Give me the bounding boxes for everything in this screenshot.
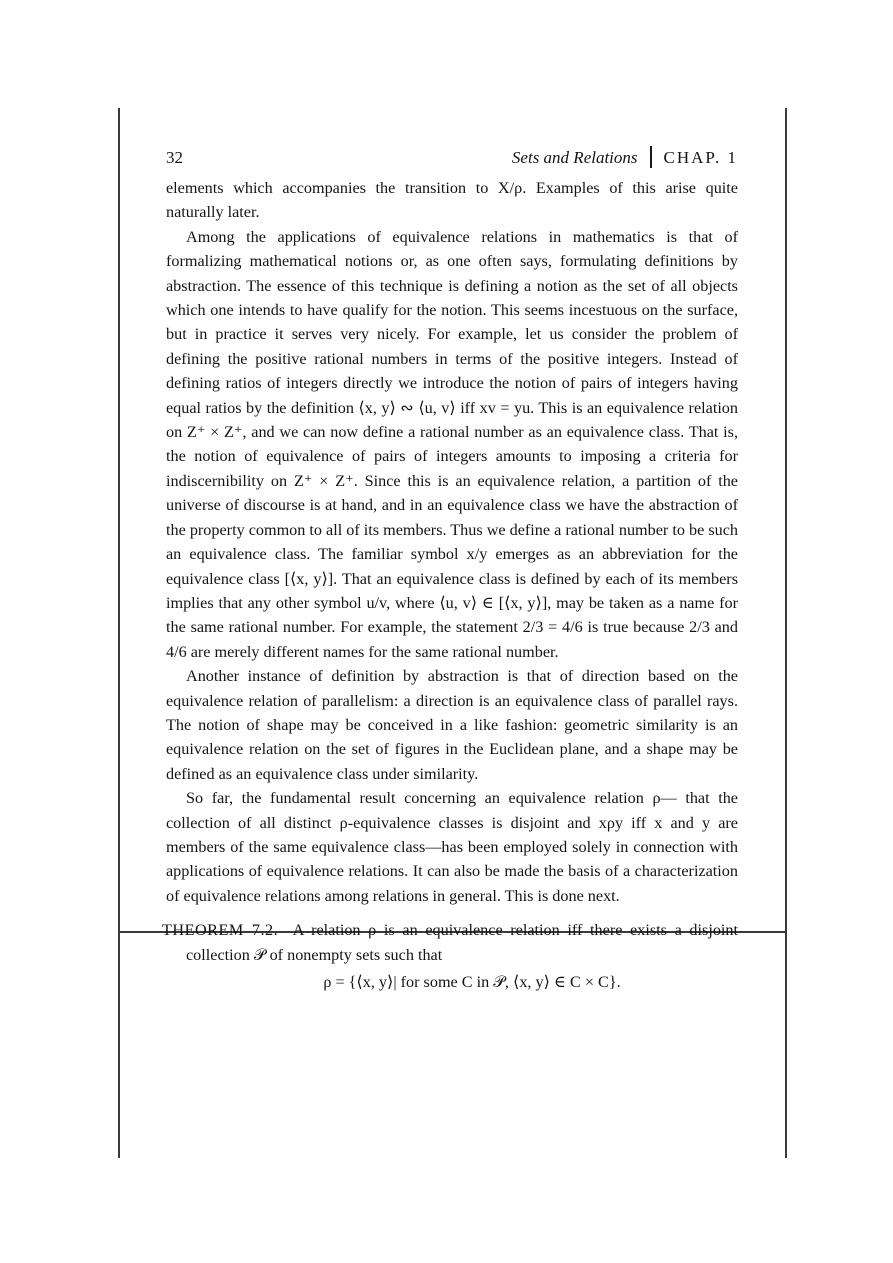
paragraph-fundamental-result: So far, the fundamental result concerning an equivalence relation ρ— that the collection of all distinct ρ-equivalence classes is disjoint and xρy iff x and y are members of the same equivalence class—has been employed solely in connection with applications of equivalence relations. It can also be made the basis of a characterization of equivalence relations among relations in general. This is done next. <box>166 789 738 905</box>
chapter-label: CHAP. 1 <box>663 148 738 167</box>
paragraph-continuation: elements which accompanies the transition to X/ρ. Examples of this arise quite naturally later. <box>166 179 738 222</box>
page-number: 32 <box>166 148 183 167</box>
paragraph-direction-shape: Another instance of definition by abstraction is that of direction based on the equivalence relation of parallelism: a direction is an equivalence class of parallel rays. The notion of shape may be conceived in a like fashion: geometric similarity is an equivalence relation on the set of figures in the Euclidean plane, and a shape may be defined as an equivalence class under similarity. <box>166 667 738 783</box>
body-text <box>166 176 738 908</box>
theorem-block <box>162 918 739 995</box>
theorem-label: THEOREM 7.2. <box>162 921 279 940</box>
page-header <box>166 140 738 176</box>
right-border-rule <box>785 108 787 1158</box>
theorem-statement-line <box>162 918 739 967</box>
paragraph-definition-by-abstraction: Among the applications of equivalence relations in mathematics is that of formalizing mathematical notions or, as one often says, formulating definitions by abstraction. The essence of this technique is defining a notion as the set of all objects which one intends to have qualify for the notion. This seems incestuous on the surface, but in practice it serves very nicely. For example, let us consider the problem of defining the positive rational numbers in terms of the positive integers. Instead of defining ratios of integers directly we introduce the notion of pairs of integers having equal ratios by the definition ⟨x, y⟩ ∾ ⟨u, v⟩ iff xv = yu. This is an equivalence relation on Z⁺ × Z⁺, and we can now define a rational number as an equivalence class. That is, the notion of equivalence of pairs of integers amounts to imposing a criteria for indiscernibility on Z⁺ × Z⁺. Since this is an equivalence relation, a partition of the universe of discourse is at hand, and in an equivalence class we have the abstraction of the property common to all of its members. Thus we define a rational number to be such an equivalence class. The familiar symbol x/y emerges as an abbreviation for the equivalence class [⟨x, y⟩]. That an equivalence class is defined by each of its members implies that any other symbol u/v, where ⟨u, v⟩ ∈ [⟨x, y⟩], may be taken as a name for the same rational number. For example, the statement 2/3 = 4/6 is true because 2/3 and 4/6 are merely different names for the same rational number. <box>166 227 738 661</box>
running-head <box>512 146 738 168</box>
theorem-formula: ρ = {⟨x, y⟩| for some C in 𝒫, ⟨x, y⟩ ∈ C × C}. <box>323 973 621 991</box>
header-divider <box>650 146 652 168</box>
left-border-rule <box>118 108 120 1158</box>
theorem-statement: A relation ρ is an equivalence relation iff there exists a disjoint collection 𝒫 of nonempty sets such that <box>186 921 739 964</box>
book-page <box>162 140 739 995</box>
running-title: Sets and Relations <box>511 148 638 167</box>
